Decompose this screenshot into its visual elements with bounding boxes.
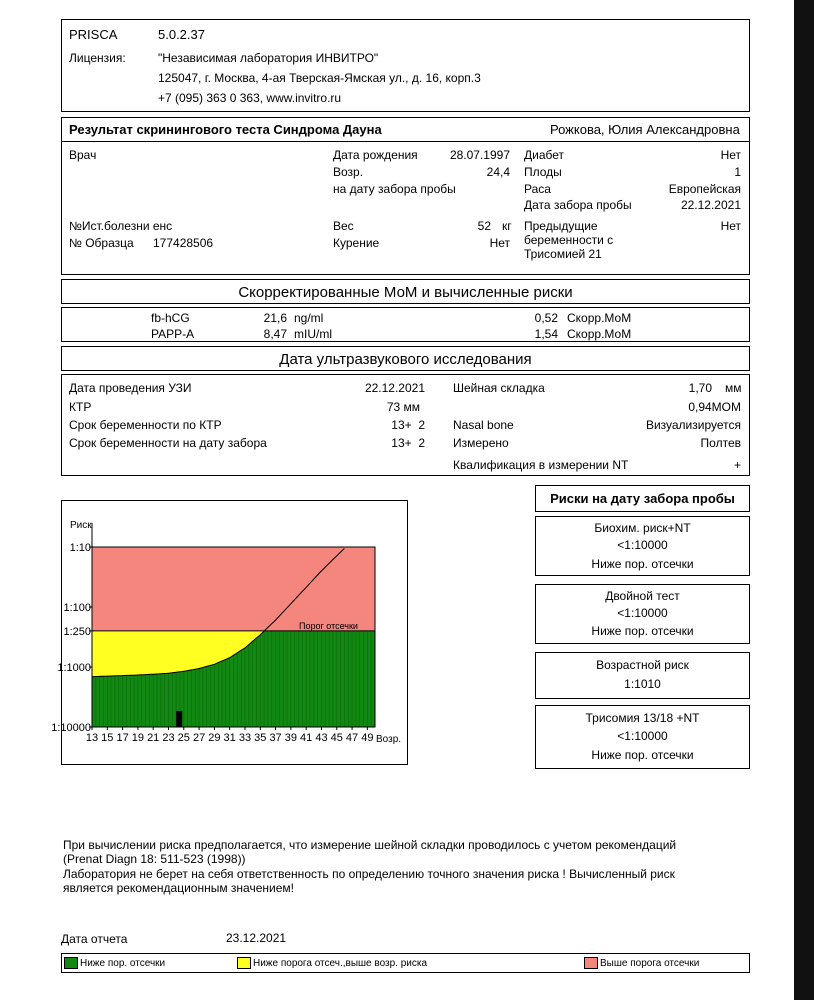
ga-ktr-value: 13+ 2 bbox=[391, 418, 425, 432]
ktr-label: КТР bbox=[69, 400, 92, 414]
y-tick-label: 1:10 bbox=[69, 542, 91, 554]
diabetes-label: Диабет bbox=[524, 148, 565, 162]
risk-card-title: Двойной тест bbox=[605, 589, 680, 603]
report-date-value: 23.12.2021 bbox=[226, 931, 287, 945]
x-tick-label: 29 bbox=[208, 732, 221, 744]
x-tick-label: 33 bbox=[238, 732, 252, 744]
ultrasound-title: Дата ультразвукового исследования bbox=[279, 351, 532, 368]
x-tick-label: 39 bbox=[284, 732, 297, 744]
marker-mom: 0,52 bbox=[534, 311, 558, 325]
marker-name: fb-hCG bbox=[151, 311, 190, 325]
ga-sample-label: Срок беременности на дату забора bbox=[69, 436, 267, 450]
mom-title: Скорректированные МоМ и вычисленные риски bbox=[238, 284, 573, 301]
x-tick-label: 41 bbox=[300, 732, 313, 744]
risk-card-title: Возрастной риск bbox=[596, 658, 689, 672]
disclaimer-line-1: При вычислении риска предполагается, что измерение шейной складки проводилось с учетом рекомендаций bbox=[63, 838, 677, 852]
app-version: 5.0.2.37 bbox=[158, 27, 205, 42]
x-tick-label: 17 bbox=[116, 732, 129, 744]
nt-label: Шейная складка bbox=[453, 381, 545, 395]
x-tick-label: 21 bbox=[147, 732, 160, 744]
result-title: Результат скринингового теста Синдрома Дауна bbox=[69, 122, 382, 137]
age-sub-label: на дату забора пробы bbox=[333, 182, 456, 196]
age-label: Возр. bbox=[333, 165, 364, 179]
x-axis-label: Возр. bbox=[376, 734, 402, 745]
nt-mom-value: 0,94МОМ bbox=[688, 400, 741, 414]
risk-card-title: Трисомия 13/18 +NT bbox=[585, 711, 700, 725]
diabetes-value: Нет bbox=[720, 148, 741, 162]
marker-mom: 1,54 bbox=[534, 327, 558, 341]
risk-card-note: Ниже пор. отсечки bbox=[591, 557, 694, 571]
y-tick-label: 1:1000 bbox=[57, 662, 91, 674]
x-tick-label: 25 bbox=[177, 732, 190, 744]
age-value: 24,4 bbox=[486, 165, 510, 179]
x-tick-label: 35 bbox=[254, 732, 267, 744]
legend-label-green: Ниже пор. отсечки bbox=[80, 958, 166, 969]
x-tick-label: 45 bbox=[330, 732, 343, 744]
ga-ktr-label: Срок беременности по КТР bbox=[69, 418, 222, 432]
prev-trisomy-label-3: Трисомией 21 bbox=[524, 247, 602, 261]
x-tick-label: 23 bbox=[162, 732, 175, 744]
us-date-label: Дата проведения УЗИ bbox=[69, 381, 192, 395]
nt-unit: мм bbox=[725, 381, 742, 395]
race-label: Раса bbox=[524, 182, 551, 196]
ultrasound-values-box bbox=[61, 374, 750, 476]
y-tick-label: 1:100 bbox=[63, 602, 91, 614]
risk-card-value: 1:1010 bbox=[624, 677, 661, 691]
fetuses-value: 1 bbox=[734, 165, 741, 179]
measured-by-label: Измерено bbox=[453, 436, 509, 450]
license-label: Лицензия: bbox=[69, 51, 126, 65]
x-tick-label: 37 bbox=[269, 732, 282, 744]
legend-swatch-yellow bbox=[237, 957, 251, 969]
risks-title-box bbox=[535, 485, 750, 512]
cutoff-label: Порог отсечки bbox=[299, 620, 358, 631]
marker-value: 21,6 bbox=[263, 311, 287, 325]
risk-card-value: <1:10000 bbox=[617, 729, 668, 743]
marker-mom-unit: Скорр.МоМ bbox=[567, 327, 632, 341]
risk-card-note: Ниже пор. отсечки bbox=[591, 748, 694, 762]
x-tick-label: 47 bbox=[345, 732, 359, 744]
risk-card-double-test bbox=[535, 584, 750, 644]
marker-name: PAPP-A bbox=[151, 327, 195, 341]
nasal-bone-value: Визуализируется bbox=[645, 418, 741, 432]
x-tick-label: 43 bbox=[315, 732, 328, 744]
patient-marker bbox=[176, 711, 182, 727]
disclaimer-line-3: Лаборатория не берет на себя ответственность по определению точного значения риска ! Вычисленный риск bbox=[63, 867, 675, 881]
y-axis-label: Риск bbox=[70, 520, 92, 531]
sample-date-label: Дата забора пробы bbox=[524, 198, 632, 212]
dob-label: Дата рождения bbox=[333, 148, 418, 162]
y-tick-label: 1:10000 bbox=[51, 722, 91, 734]
race-value: Европейская bbox=[668, 182, 741, 196]
disclaimer-line-2: (Prenat Diagn 18: 511-523 (1998)) bbox=[63, 852, 246, 866]
nasal-bone-label: Nasal bone bbox=[453, 418, 514, 432]
legend-swatch-green bbox=[64, 957, 78, 969]
legend-label-yellow: Ниже порога отсеч.,выше возр. риска bbox=[253, 958, 428, 969]
risks-title: Риски на дату забора пробы bbox=[550, 491, 735, 506]
sample-number-value: 177428506 bbox=[153, 236, 214, 250]
lab-header-box bbox=[61, 19, 750, 112]
lab-name: "Независимая лаборатория ИНВИТРО" bbox=[158, 51, 379, 65]
report-date-label: Дата отчета bbox=[61, 932, 128, 946]
x-tick-label: 19 bbox=[131, 732, 145, 744]
smoking-value: Нет bbox=[489, 236, 510, 250]
prev-trisomy-label-1: Предыдущие bbox=[524, 219, 598, 233]
weight-unit: кг bbox=[502, 219, 512, 233]
mom-values-box bbox=[61, 307, 750, 342]
ga-sample-value: 13+ 2 bbox=[391, 436, 425, 450]
risk-card-age bbox=[535, 652, 750, 699]
marker-value: 8,47 bbox=[263, 327, 287, 341]
sample-number-label: № Образца bbox=[69, 236, 134, 250]
risk-card-value: <1:10000 bbox=[617, 606, 668, 620]
x-tick-label: 15 bbox=[101, 732, 114, 744]
nt-qualification-label: Квалификация в измерении NT bbox=[453, 458, 629, 472]
marker-unit: ng/ml bbox=[294, 311, 324, 325]
x-tick-label: 31 bbox=[223, 732, 236, 744]
smoking-label: Курение bbox=[333, 236, 380, 250]
legend-box bbox=[61, 953, 750, 973]
x-tick-label: 27 bbox=[192, 732, 206, 744]
disclaimer-line-4: является рекомендационным значением! bbox=[63, 881, 294, 895]
x-tick-label: 49 bbox=[361, 732, 374, 744]
risk-card-note: Ниже пор. отсечки bbox=[591, 624, 694, 638]
sample-date-value: 22.12.2021 bbox=[680, 198, 741, 212]
patient-name: Рожкова, Юлия Александровна bbox=[550, 122, 740, 137]
nt-value: 1,70 bbox=[688, 381, 712, 395]
risk-card-value: <1:10000 bbox=[617, 538, 668, 552]
y-tick-label: 1:250 bbox=[63, 625, 91, 638]
measured-by-value: Полтев bbox=[700, 436, 741, 450]
lab-address: 125047, г. Москва, 4-ая Тверская-Ямская ул., д. 16, корп.3 bbox=[158, 71, 481, 85]
patient-info-box bbox=[61, 141, 750, 275]
marker-unit: mIU/ml bbox=[294, 327, 332, 341]
prev-trisomy-label-2: беременности с bbox=[524, 233, 614, 247]
marker-mom-unit: Скорр.МоМ bbox=[567, 311, 632, 325]
app-name: PRISCA bbox=[69, 27, 118, 42]
fetuses-label: Плоды bbox=[524, 165, 562, 179]
ktr-value: 73 мм bbox=[386, 400, 420, 414]
x-tick-label: 13 bbox=[85, 732, 99, 744]
risk-card-trisomy-13-18 bbox=[535, 705, 750, 769]
risk-card-title: Биохим. риск+NT bbox=[594, 521, 691, 535]
us-date-value: 22.12.2021 bbox=[364, 381, 425, 395]
legend-swatch-red bbox=[584, 957, 598, 969]
mom-title-box bbox=[61, 279, 750, 304]
dob-value: 28.07.1997 bbox=[449, 148, 510, 162]
ultrasound-title-box bbox=[61, 346, 750, 371]
weight-label: Вес bbox=[333, 219, 354, 233]
result-title-box bbox=[61, 117, 750, 142]
doctor-label: Врач bbox=[69, 148, 97, 162]
legend-label-red: Выше порога отсечки bbox=[600, 958, 700, 969]
lab-contacts: +7 (095) 363 0 363, www.invitro.ru bbox=[158, 91, 342, 105]
page-edge-shadow bbox=[794, 0, 814, 1000]
nt-qualification-value: + bbox=[733, 458, 741, 472]
history-label: №Ист.болезни енс bbox=[69, 219, 173, 233]
risk-chart-box bbox=[51, 500, 408, 765]
weight-value: 52 bbox=[477, 219, 491, 233]
risk-card-biochem bbox=[535, 516, 750, 576]
prev-trisomy-value: Нет bbox=[720, 219, 741, 233]
risk-chart bbox=[51, 501, 407, 764]
